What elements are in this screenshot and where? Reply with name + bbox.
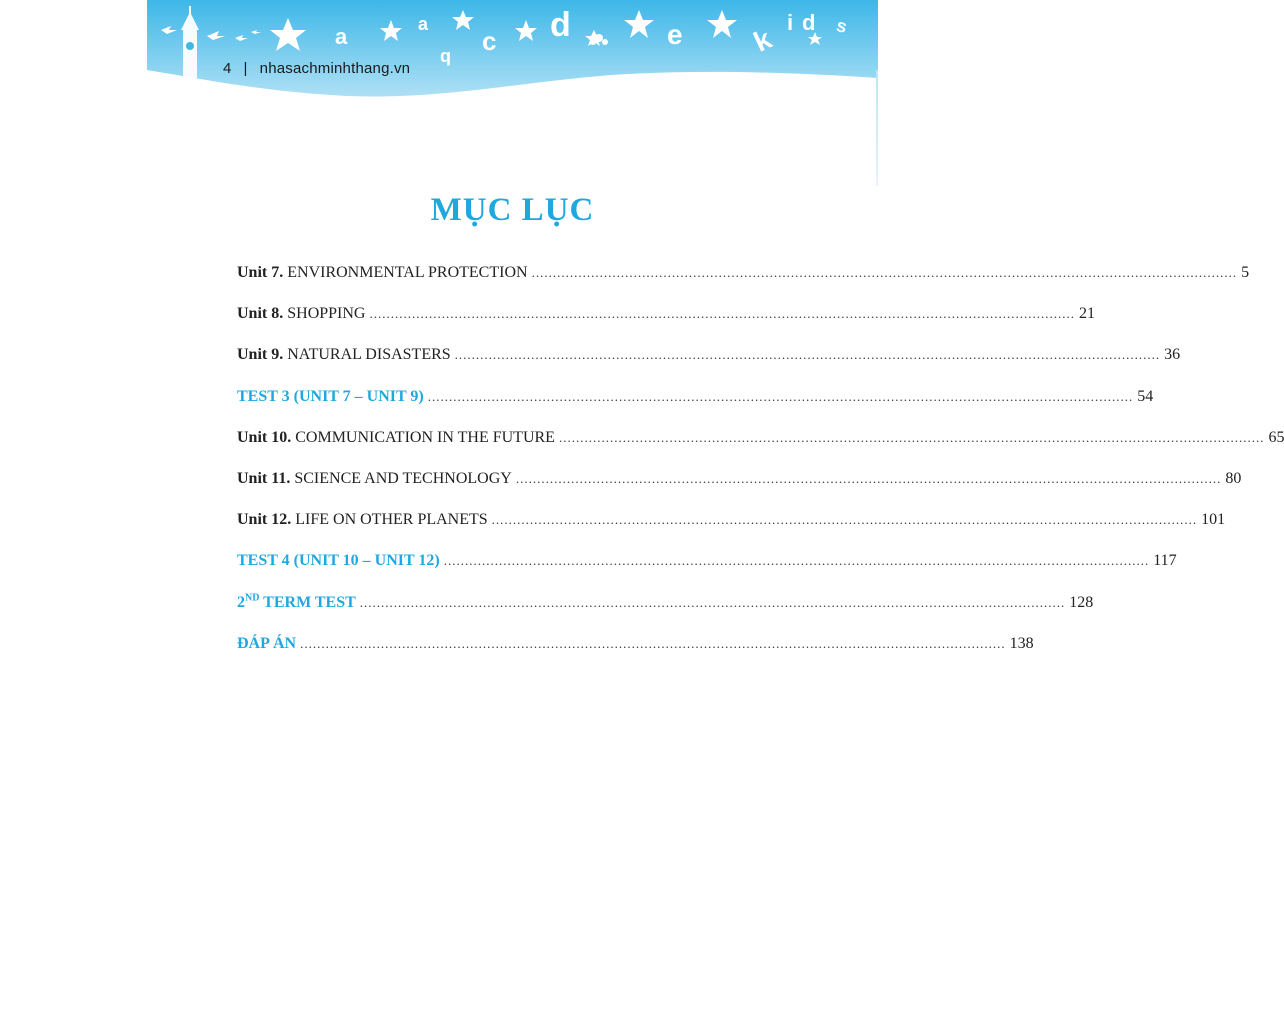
toc-entry-label [237, 346, 451, 364]
dot-leader: ...................................................................................................................................................................... [558, 429, 1265, 445]
banner-letter: a [335, 24, 348, 49]
banner-letter: e [667, 19, 683, 50]
toc-entry[interactable] [237, 634, 1034, 676]
toc-entry[interactable] [237, 264, 1250, 305]
page-edge [876, 70, 878, 186]
toc-test-title [237, 594, 356, 612]
term-test-label: TERM TEST [259, 593, 356, 611]
dot-leader: ...................................................................................................................................................................... [427, 388, 1134, 404]
toc-entry[interactable] [237, 305, 1095, 346]
toc-entry-label [237, 264, 528, 282]
toc-entry-label [237, 305, 365, 323]
toc-entry[interactable] [237, 511, 1226, 552]
banner-letter: k [748, 23, 777, 58]
toc-unit-title: COMMUNICATION IN THE FUTURE [295, 428, 555, 446]
toc-entry[interactable] [237, 346, 1181, 387]
book-page [147, 0, 1284, 1024]
banner-graphic [147, 0, 878, 110]
banner-letter: b [440, 48, 451, 68]
toc-title: MỤC LỤC [430, 192, 595, 228]
banner-letter: c [482, 26, 497, 56]
dot-leader: ...................................................................................................................................................................... [359, 594, 1066, 610]
toc-unit-title: SHOPPING [287, 305, 366, 323]
toc-page-number: 117 [1153, 552, 1177, 570]
toc-test-title: TEST 4 (UNIT 10 – UNIT 12) [237, 552, 440, 570]
header-banner [147, 0, 878, 110]
table-of-contents [237, 264, 1284, 676]
toc-answers-title: ĐÁP ÁN [237, 634, 297, 652]
website-url: nhasachminhthang.vn [259, 60, 411, 77]
toc-page-number: 21 [1078, 305, 1095, 323]
toc-unit-number: Unit 11. [237, 469, 291, 487]
toc-entry[interactable] [237, 592, 1094, 635]
toc-entry-label [237, 470, 512, 488]
toc-unit-title: LIFE ON OTHER PLANETS [295, 511, 488, 529]
dot-leader: ...................................................................................................................................................................... [369, 306, 1075, 322]
toc-page-number: 54 [1137, 387, 1154, 405]
banner-letter: d [802, 10, 816, 35]
toc-page-number: 5 [1241, 264, 1250, 281]
header-separator: | [243, 60, 248, 77]
ordinal-suffix: ND [245, 592, 260, 604]
banner-letter: a [418, 14, 429, 34]
toc-unit-title: SCIENCE AND TECHNOLOGY [294, 469, 512, 487]
dot-leader: ...................................................................................................................................................................... [300, 635, 1006, 651]
dot-leader: ...................................................................................................................................................................... [454, 347, 1161, 363]
toc-entry-label [237, 429, 555, 447]
toc-entry[interactable] [237, 387, 1154, 429]
toc-unit-number: Unit 9. [237, 346, 284, 364]
page-number: 4 [223, 60, 232, 77]
toc-unit-title: NATURAL DISASTERS [287, 346, 451, 364]
toc-page-number: 65 [1268, 428, 1284, 446]
toc-unit-title: ENVIRONMENTAL PROTECTION [287, 264, 528, 281]
dot-leader: ...................................................................................................................................................................... [491, 512, 1198, 528]
toc-unit-number: Unit 12. [237, 511, 292, 529]
toc-test-title: TEST 3 (UNIT 7 – UNIT 9) [237, 387, 424, 405]
toc-page-number: 36 [1164, 346, 1181, 364]
banner-letter: s [834, 15, 850, 37]
toc-page-number: 138 [1009, 634, 1034, 652]
term-number: 2 [237, 593, 245, 611]
dot-leader: ...................................................................................................................................................................... [515, 470, 1222, 486]
running-head [223, 60, 410, 77]
dot-leader: ...................................................................................................................................................................... [443, 553, 1150, 569]
banner-letter: i [787, 10, 794, 35]
toc-entry[interactable] [237, 552, 1177, 593]
toc-page-number: 128 [1069, 593, 1094, 611]
toc-unit-number: Unit 8. [237, 305, 284, 323]
banner-letter: d [550, 6, 571, 44]
toc-entry[interactable] [237, 428, 1284, 470]
toc-page-number: 101 [1201, 511, 1226, 529]
dot-leader: ...................................................................................................................................................................... [531, 265, 1238, 280]
toc-unit-number: Unit 7. [237, 264, 284, 281]
toc-entry-label [237, 511, 488, 529]
toc-entry[interactable] [237, 469, 1242, 511]
toc-unit-number: Unit 10. [237, 428, 292, 446]
toc-page-number: 80 [1225, 469, 1242, 487]
